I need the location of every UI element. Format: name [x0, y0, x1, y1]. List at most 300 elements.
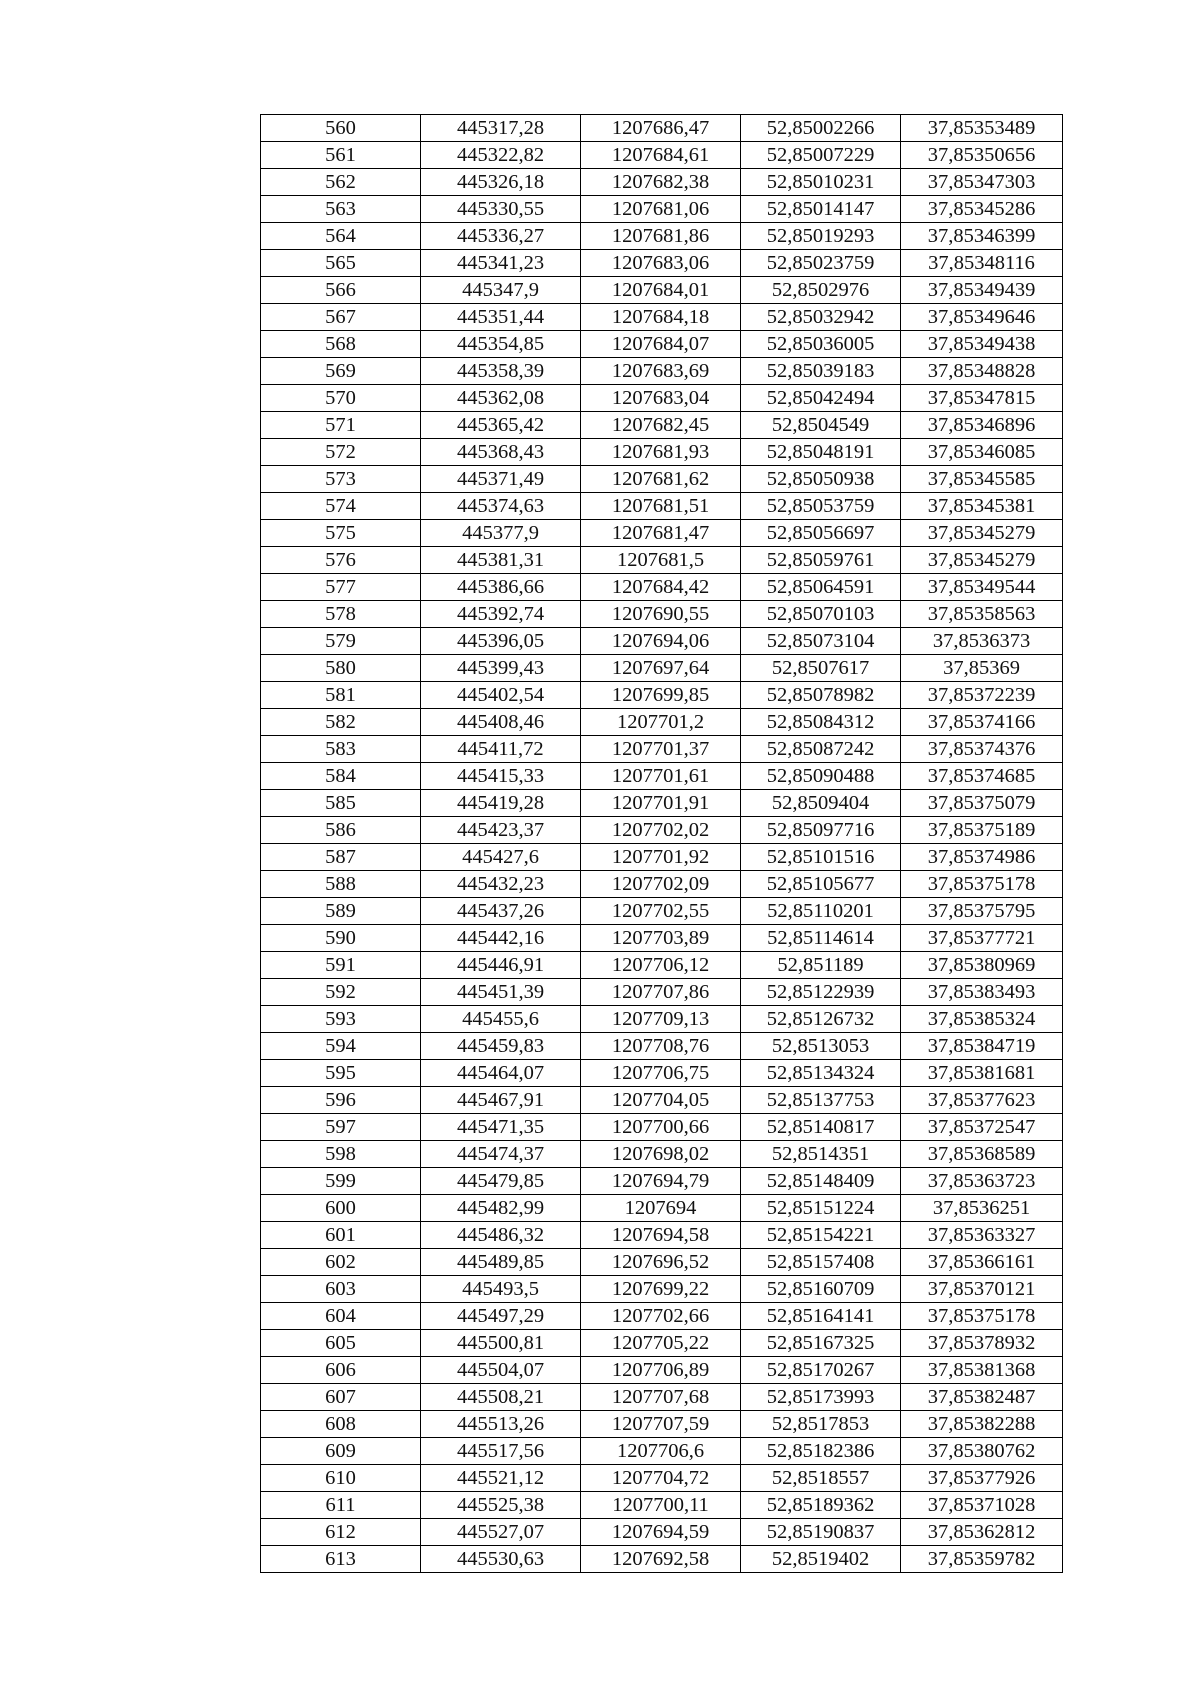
- table-row: [261, 871, 1063, 898]
- latitude-cell: 52,85032942: [741, 304, 901, 331]
- point-number-cell: 576: [261, 547, 421, 574]
- x-coordinate-cell: 445365,42: [421, 412, 581, 439]
- table-row: [261, 1546, 1063, 1573]
- table-row: [261, 520, 1063, 547]
- longitude-cell: 37,85349438: [901, 331, 1063, 358]
- table-row: [261, 358, 1063, 385]
- x-coordinate-cell: 445371,49: [421, 466, 581, 493]
- table-row: [261, 1330, 1063, 1357]
- x-coordinate-cell: 445525,38: [421, 1492, 581, 1519]
- y-coordinate-cell: 1207684,61: [581, 142, 741, 169]
- x-coordinate-cell: 445362,08: [421, 385, 581, 412]
- x-coordinate-cell: 445486,32: [421, 1222, 581, 1249]
- point-number-cell: 601: [261, 1222, 421, 1249]
- y-coordinate-cell: 1207696,52: [581, 1249, 741, 1276]
- latitude-cell: 52,85090488: [741, 763, 901, 790]
- point-number-cell: 563: [261, 196, 421, 223]
- longitude-cell: 37,85369: [901, 655, 1063, 682]
- point-number-cell: 606: [261, 1357, 421, 1384]
- y-coordinate-cell: 1207694,06: [581, 628, 741, 655]
- x-coordinate-cell: 445508,21: [421, 1384, 581, 1411]
- point-number-cell: 604: [261, 1303, 421, 1330]
- y-coordinate-cell: 1207694: [581, 1195, 741, 1222]
- table-row: [261, 763, 1063, 790]
- table-row: [261, 1195, 1063, 1222]
- longitude-cell: 37,85380762: [901, 1438, 1063, 1465]
- y-coordinate-cell: 1207694,79: [581, 1168, 741, 1195]
- latitude-cell: 52,85073104: [741, 628, 901, 655]
- table-row: [261, 601, 1063, 628]
- latitude-cell: 52,85157408: [741, 1249, 901, 1276]
- table-row: [261, 1168, 1063, 1195]
- longitude-cell: 37,85374376: [901, 736, 1063, 763]
- latitude-cell: 52,85114614: [741, 925, 901, 952]
- y-coordinate-cell: 1207681,86: [581, 223, 741, 250]
- table-row: [261, 412, 1063, 439]
- table-row: [261, 736, 1063, 763]
- longitude-cell: 37,85349646: [901, 304, 1063, 331]
- table-row: [261, 1114, 1063, 1141]
- table-row: [261, 277, 1063, 304]
- longitude-cell: 37,85345585: [901, 466, 1063, 493]
- x-coordinate-cell: 445464,07: [421, 1060, 581, 1087]
- table-row: [261, 952, 1063, 979]
- table-row: [261, 439, 1063, 466]
- point-number-cell: 560: [261, 115, 421, 142]
- x-coordinate-cell: 445377,9: [421, 520, 581, 547]
- point-number-cell: 584: [261, 763, 421, 790]
- latitude-cell: 52,85105677: [741, 871, 901, 898]
- longitude-cell: 37,85381368: [901, 1357, 1063, 1384]
- table-row: [261, 250, 1063, 277]
- longitude-cell: 37,85350656: [901, 142, 1063, 169]
- table-row: [261, 466, 1063, 493]
- table-row: [261, 1222, 1063, 1249]
- y-coordinate-cell: 1207702,09: [581, 871, 741, 898]
- table-row: [261, 196, 1063, 223]
- table-row: [261, 655, 1063, 682]
- longitude-cell: 37,85374685: [901, 763, 1063, 790]
- x-coordinate-cell: 445322,82: [421, 142, 581, 169]
- point-number-cell: 572: [261, 439, 421, 466]
- x-coordinate-cell: 445504,07: [421, 1357, 581, 1384]
- x-coordinate-cell: 445374,63: [421, 493, 581, 520]
- point-number-cell: 591: [261, 952, 421, 979]
- longitude-cell: 37,85345286: [901, 196, 1063, 223]
- latitude-cell: 52,85110201: [741, 898, 901, 925]
- longitude-cell: 37,85346896: [901, 412, 1063, 439]
- x-coordinate-cell: 445446,91: [421, 952, 581, 979]
- point-number-cell: 600: [261, 1195, 421, 1222]
- y-coordinate-cell: 1207684,18: [581, 304, 741, 331]
- x-coordinate-cell: 445423,37: [421, 817, 581, 844]
- longitude-cell: 37,85349544: [901, 574, 1063, 601]
- latitude-cell: 52,85050938: [741, 466, 901, 493]
- longitude-cell: 37,85346085: [901, 439, 1063, 466]
- y-coordinate-cell: 1207706,75: [581, 1060, 741, 1087]
- table-row: [261, 1033, 1063, 1060]
- longitude-cell: 37,85377623: [901, 1087, 1063, 1114]
- longitude-cell: 37,85375189: [901, 817, 1063, 844]
- y-coordinate-cell: 1207694,59: [581, 1519, 741, 1546]
- point-number-cell: 579: [261, 628, 421, 655]
- point-number-cell: 595: [261, 1060, 421, 1087]
- x-coordinate-cell: 445419,28: [421, 790, 581, 817]
- x-coordinate-cell: 445396,05: [421, 628, 581, 655]
- x-coordinate-cell: 445386,66: [421, 574, 581, 601]
- table-row: [261, 979, 1063, 1006]
- y-coordinate-cell: 1207686,47: [581, 115, 741, 142]
- y-coordinate-cell: 1207701,91: [581, 790, 741, 817]
- longitude-cell: 37,85345381: [901, 493, 1063, 520]
- latitude-cell: 52,8509404: [741, 790, 901, 817]
- y-coordinate-cell: 1207694,58: [581, 1222, 741, 1249]
- y-coordinate-cell: 1207708,76: [581, 1033, 741, 1060]
- longitude-cell: 37,85384719: [901, 1033, 1063, 1060]
- y-coordinate-cell: 1207701,2: [581, 709, 741, 736]
- point-number-cell: 590: [261, 925, 421, 952]
- table-row: [261, 1006, 1063, 1033]
- y-coordinate-cell: 1207699,85: [581, 682, 741, 709]
- x-coordinate-cell: 445427,6: [421, 844, 581, 871]
- x-coordinate-cell: 445399,43: [421, 655, 581, 682]
- x-coordinate-cell: 445358,39: [421, 358, 581, 385]
- x-coordinate-cell: 445415,33: [421, 763, 581, 790]
- y-coordinate-cell: 1207704,05: [581, 1087, 741, 1114]
- latitude-cell: 52,85087242: [741, 736, 901, 763]
- latitude-cell: 52,8517853: [741, 1411, 901, 1438]
- point-number-cell: 578: [261, 601, 421, 628]
- point-number-cell: 585: [261, 790, 421, 817]
- y-coordinate-cell: 1207683,06: [581, 250, 741, 277]
- longitude-cell: 37,85348116: [901, 250, 1063, 277]
- longitude-cell: 37,8536373: [901, 628, 1063, 655]
- point-number-cell: 582: [261, 709, 421, 736]
- latitude-cell: 52,85182386: [741, 1438, 901, 1465]
- longitude-cell: 37,85380969: [901, 952, 1063, 979]
- x-coordinate-cell: 445482,99: [421, 1195, 581, 1222]
- latitude-cell: 52,85084312: [741, 709, 901, 736]
- longitude-cell: 37,85358563: [901, 601, 1063, 628]
- point-number-cell: 570: [261, 385, 421, 412]
- x-coordinate-cell: 445500,81: [421, 1330, 581, 1357]
- latitude-cell: 52,85059761: [741, 547, 901, 574]
- x-coordinate-cell: 445432,23: [421, 871, 581, 898]
- x-coordinate-cell: 445341,23: [421, 250, 581, 277]
- longitude-cell: 37,85374166: [901, 709, 1063, 736]
- point-number-cell: 574: [261, 493, 421, 520]
- latitude-cell: 52,85039183: [741, 358, 901, 385]
- y-coordinate-cell: 1207698,02: [581, 1141, 741, 1168]
- point-number-cell: 562: [261, 169, 421, 196]
- longitude-cell: 37,85383493: [901, 979, 1063, 1006]
- point-number-cell: 603: [261, 1276, 421, 1303]
- point-number-cell: 564: [261, 223, 421, 250]
- latitude-cell: 52,8507617: [741, 655, 901, 682]
- point-number-cell: 602: [261, 1249, 421, 1276]
- table-row: [261, 1465, 1063, 1492]
- longitude-cell: 37,85368589: [901, 1141, 1063, 1168]
- y-coordinate-cell: 1207697,64: [581, 655, 741, 682]
- y-coordinate-cell: 1207681,47: [581, 520, 741, 547]
- point-number-cell: 573: [261, 466, 421, 493]
- x-coordinate-cell: 445467,91: [421, 1087, 581, 1114]
- table-row: [261, 682, 1063, 709]
- y-coordinate-cell: 1207681,62: [581, 466, 741, 493]
- latitude-cell: 52,85189362: [741, 1492, 901, 1519]
- y-coordinate-cell: 1207692,58: [581, 1546, 741, 1573]
- coordinates-table: [260, 114, 1063, 1573]
- longitude-cell: 37,8536251: [901, 1195, 1063, 1222]
- y-coordinate-cell: 1207706,89: [581, 1357, 741, 1384]
- y-coordinate-cell: 1207702,66: [581, 1303, 741, 1330]
- x-coordinate-cell: 445354,85: [421, 331, 581, 358]
- point-number-cell: 581: [261, 682, 421, 709]
- longitude-cell: 37,85362812: [901, 1519, 1063, 1546]
- latitude-cell: 52,85101516: [741, 844, 901, 871]
- longitude-cell: 37,85345279: [901, 547, 1063, 574]
- y-coordinate-cell: 1207684,07: [581, 331, 741, 358]
- point-number-cell: 575: [261, 520, 421, 547]
- longitude-cell: 37,85381681: [901, 1060, 1063, 1087]
- point-number-cell: 598: [261, 1141, 421, 1168]
- latitude-cell: 52,8518557: [741, 1465, 901, 1492]
- longitude-cell: 37,85345279: [901, 520, 1063, 547]
- longitude-cell: 37,85347815: [901, 385, 1063, 412]
- table-row: [261, 1249, 1063, 1276]
- y-coordinate-cell: 1207702,55: [581, 898, 741, 925]
- latitude-cell: 52,85007229: [741, 142, 901, 169]
- y-coordinate-cell: 1207707,59: [581, 1411, 741, 1438]
- point-number-cell: 587: [261, 844, 421, 871]
- point-number-cell: 567: [261, 304, 421, 331]
- latitude-cell: 52,85014147: [741, 196, 901, 223]
- longitude-cell: 37,85370121: [901, 1276, 1063, 1303]
- longitude-cell: 37,85366161: [901, 1249, 1063, 1276]
- latitude-cell: 52,8519402: [741, 1546, 901, 1573]
- x-coordinate-cell: 445474,37: [421, 1141, 581, 1168]
- latitude-cell: 52,85190837: [741, 1519, 901, 1546]
- table-row: [261, 1519, 1063, 1546]
- table-row: [261, 1357, 1063, 1384]
- y-coordinate-cell: 1207682,38: [581, 169, 741, 196]
- point-number-cell: 593: [261, 1006, 421, 1033]
- latitude-cell: 52,85148409: [741, 1168, 901, 1195]
- latitude-cell: 52,85122939: [741, 979, 901, 1006]
- latitude-cell: 52,85070103: [741, 601, 901, 628]
- x-coordinate-cell: 445513,26: [421, 1411, 581, 1438]
- latitude-cell: 52,85167325: [741, 1330, 901, 1357]
- y-coordinate-cell: 1207706,12: [581, 952, 741, 979]
- longitude-cell: 37,85377926: [901, 1465, 1063, 1492]
- longitude-cell: 37,85349439: [901, 277, 1063, 304]
- x-coordinate-cell: 445442,16: [421, 925, 581, 952]
- latitude-cell: 52,85002266: [741, 115, 901, 142]
- longitude-cell: 37,85382487: [901, 1384, 1063, 1411]
- x-coordinate-cell: 445408,46: [421, 709, 581, 736]
- point-number-cell: 589: [261, 898, 421, 925]
- x-coordinate-cell: 445326,18: [421, 169, 581, 196]
- x-coordinate-cell: 445392,74: [421, 601, 581, 628]
- latitude-cell: 52,85097716: [741, 817, 901, 844]
- y-coordinate-cell: 1207681,51: [581, 493, 741, 520]
- longitude-cell: 37,85375795: [901, 898, 1063, 925]
- y-coordinate-cell: 1207707,86: [581, 979, 741, 1006]
- latitude-cell: 52,85134324: [741, 1060, 901, 1087]
- latitude-cell: 52,85042494: [741, 385, 901, 412]
- x-coordinate-cell: 445521,12: [421, 1465, 581, 1492]
- longitude-cell: 37,85374986: [901, 844, 1063, 871]
- point-number-cell: 577: [261, 574, 421, 601]
- table-row: [261, 574, 1063, 601]
- x-coordinate-cell: 445459,83: [421, 1033, 581, 1060]
- x-coordinate-cell: 445317,28: [421, 115, 581, 142]
- point-number-cell: 561: [261, 142, 421, 169]
- table-row: [261, 115, 1063, 142]
- latitude-cell: 52,85151224: [741, 1195, 901, 1222]
- point-number-cell: 568: [261, 331, 421, 358]
- table-row: [261, 790, 1063, 817]
- y-coordinate-cell: 1207707,68: [581, 1384, 741, 1411]
- latitude-cell: 52,8513053: [741, 1033, 901, 1060]
- latitude-cell: 52,85036005: [741, 331, 901, 358]
- y-coordinate-cell: 1207705,22: [581, 1330, 741, 1357]
- latitude-cell: 52,85164141: [741, 1303, 901, 1330]
- y-coordinate-cell: 1207681,93: [581, 439, 741, 466]
- longitude-cell: 37,85375178: [901, 871, 1063, 898]
- longitude-cell: 37,85375079: [901, 790, 1063, 817]
- x-coordinate-cell: 445471,35: [421, 1114, 581, 1141]
- point-number-cell: 569: [261, 358, 421, 385]
- longitude-cell: 37,85371028: [901, 1492, 1063, 1519]
- y-coordinate-cell: 1207681,06: [581, 196, 741, 223]
- longitude-cell: 37,85353489: [901, 115, 1063, 142]
- table-row: [261, 142, 1063, 169]
- y-coordinate-cell: 1207681,5: [581, 547, 741, 574]
- y-coordinate-cell: 1207684,01: [581, 277, 741, 304]
- table-row: [261, 709, 1063, 736]
- x-coordinate-cell: 445437,26: [421, 898, 581, 925]
- point-number-cell: 613: [261, 1546, 421, 1573]
- latitude-cell: 52,851189: [741, 952, 901, 979]
- point-number-cell: 594: [261, 1033, 421, 1060]
- point-number-cell: 607: [261, 1384, 421, 1411]
- x-coordinate-cell: 445411,72: [421, 736, 581, 763]
- latitude-cell: 52,8502976: [741, 277, 901, 304]
- x-coordinate-cell: 445517,56: [421, 1438, 581, 1465]
- point-number-cell: 566: [261, 277, 421, 304]
- point-number-cell: 608: [261, 1411, 421, 1438]
- latitude-cell: 52,85137753: [741, 1087, 901, 1114]
- y-coordinate-cell: 1207701,61: [581, 763, 741, 790]
- table-row: [261, 1141, 1063, 1168]
- x-coordinate-cell: 445455,6: [421, 1006, 581, 1033]
- x-coordinate-cell: 445330,55: [421, 196, 581, 223]
- table-row: [261, 898, 1063, 925]
- longitude-cell: 37,85348828: [901, 358, 1063, 385]
- latitude-cell: 52,85010231: [741, 169, 901, 196]
- latitude-cell: 52,85053759: [741, 493, 901, 520]
- y-coordinate-cell: 1207703,89: [581, 925, 741, 952]
- latitude-cell: 52,85048191: [741, 439, 901, 466]
- table-row: [261, 304, 1063, 331]
- table-row: [261, 1438, 1063, 1465]
- x-coordinate-cell: 445368,43: [421, 439, 581, 466]
- y-coordinate-cell: 1207683,04: [581, 385, 741, 412]
- table-row: [261, 1303, 1063, 1330]
- table-row: [261, 1492, 1063, 1519]
- table-row: [261, 817, 1063, 844]
- y-coordinate-cell: 1207706,6: [581, 1438, 741, 1465]
- table-row: [261, 1411, 1063, 1438]
- y-coordinate-cell: 1207684,42: [581, 574, 741, 601]
- longitude-cell: 37,85378932: [901, 1330, 1063, 1357]
- point-number-cell: 588: [261, 871, 421, 898]
- x-coordinate-cell: 445402,54: [421, 682, 581, 709]
- latitude-cell: 52,85160709: [741, 1276, 901, 1303]
- latitude-cell: 52,85078982: [741, 682, 901, 709]
- table-row: [261, 1087, 1063, 1114]
- point-number-cell: 592: [261, 979, 421, 1006]
- table-row: [261, 493, 1063, 520]
- longitude-cell: 37,85346399: [901, 223, 1063, 250]
- latitude-cell: 52,8504549: [741, 412, 901, 439]
- latitude-cell: 52,85173993: [741, 1384, 901, 1411]
- latitude-cell: 52,85126732: [741, 1006, 901, 1033]
- latitude-cell: 52,85064591: [741, 574, 901, 601]
- longitude-cell: 37,85363327: [901, 1222, 1063, 1249]
- latitude-cell: 52,85154221: [741, 1222, 901, 1249]
- latitude-cell: 52,85019293: [741, 223, 901, 250]
- longitude-cell: 37,85385324: [901, 1006, 1063, 1033]
- x-coordinate-cell: 445451,39: [421, 979, 581, 1006]
- point-number-cell: 611: [261, 1492, 421, 1519]
- y-coordinate-cell: 1207699,22: [581, 1276, 741, 1303]
- x-coordinate-cell: 445336,27: [421, 223, 581, 250]
- table-row: [261, 844, 1063, 871]
- y-coordinate-cell: 1207709,13: [581, 1006, 741, 1033]
- table-row: [261, 547, 1063, 574]
- x-coordinate-cell: 445489,85: [421, 1249, 581, 1276]
- longitude-cell: 37,85363723: [901, 1168, 1063, 1195]
- point-number-cell: 596: [261, 1087, 421, 1114]
- latitude-cell: 52,8514351: [741, 1141, 901, 1168]
- table-row: [261, 331, 1063, 358]
- x-coordinate-cell: 445347,9: [421, 277, 581, 304]
- y-coordinate-cell: 1207682,45: [581, 412, 741, 439]
- y-coordinate-cell: 1207700,66: [581, 1114, 741, 1141]
- x-coordinate-cell: 445497,29: [421, 1303, 581, 1330]
- point-number-cell: 597: [261, 1114, 421, 1141]
- x-coordinate-cell: 445479,85: [421, 1168, 581, 1195]
- longitude-cell: 37,85377721: [901, 925, 1063, 952]
- y-coordinate-cell: 1207704,72: [581, 1465, 741, 1492]
- latitude-cell: 52,85140817: [741, 1114, 901, 1141]
- coordinates-table-body: [261, 115, 1063, 1573]
- longitude-cell: 37,85359782: [901, 1546, 1063, 1573]
- point-number-cell: 565: [261, 250, 421, 277]
- point-number-cell: 609: [261, 1438, 421, 1465]
- point-number-cell: 612: [261, 1519, 421, 1546]
- y-coordinate-cell: 1207683,69: [581, 358, 741, 385]
- table-row: [261, 385, 1063, 412]
- point-number-cell: 583: [261, 736, 421, 763]
- x-coordinate-cell: 445530,63: [421, 1546, 581, 1573]
- point-number-cell: 571: [261, 412, 421, 439]
- point-number-cell: 605: [261, 1330, 421, 1357]
- y-coordinate-cell: 1207700,11: [581, 1492, 741, 1519]
- longitude-cell: 37,85347303: [901, 169, 1063, 196]
